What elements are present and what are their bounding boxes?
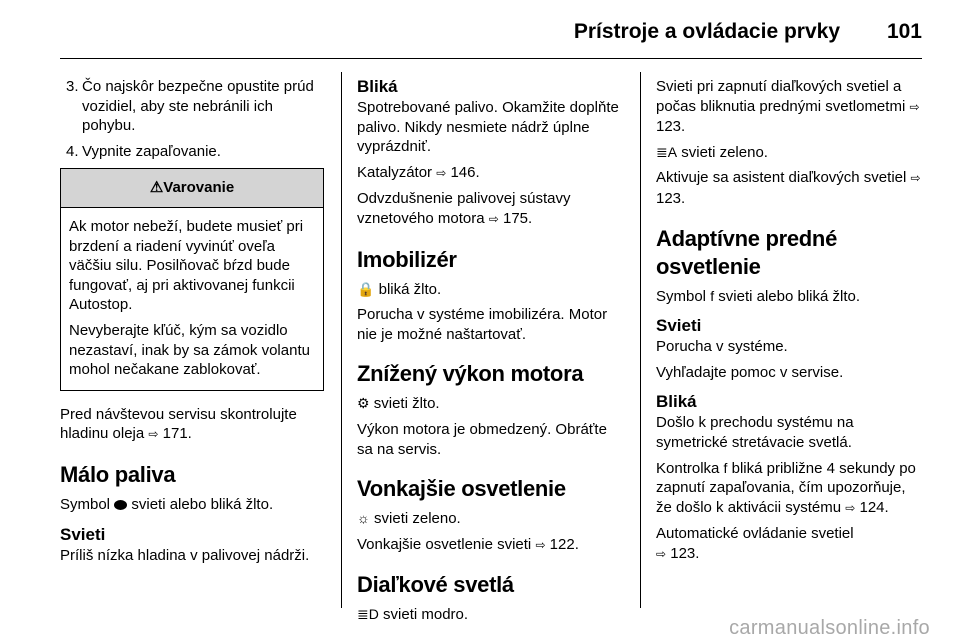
page-header xyxy=(0,10,960,52)
paragraph: Došlo k prechodu systému na symetrické stretávacie svetlá. xyxy=(656,414,854,451)
paragraph: Symbol svieti alebo bliká žlto. xyxy=(60,495,274,513)
exterior-light-icon: ☼ xyxy=(357,510,370,527)
page-reference[interactable]: 122. xyxy=(549,535,579,553)
paragraph: ≣D svieti modro. xyxy=(357,606,469,624)
warning-body xyxy=(61,208,323,390)
paragraph: Katalyzátor ⇨ 146. xyxy=(357,163,480,181)
column-divider xyxy=(341,72,342,608)
subheading: Bliká xyxy=(357,77,398,96)
reference-arrow-icon: ⇨ xyxy=(148,427,159,442)
paragraph: Vonkajšie osvetlenie svieti ⇨ 122. xyxy=(357,535,579,553)
column-divider xyxy=(640,72,641,608)
reference-arrow-icon: ⇨ xyxy=(436,165,447,180)
warning-text: Ak motor nebeží, budete musieť pri brzdení a riadení vyvinúť oveľa väčšiu silu. Posilňovač bŕzd bude fungovať, aj pri aktivovanej funkcii Autostop. xyxy=(69,217,304,314)
paragraph: Aktivuje sa asistent diaľkových svetiel ⇨ 123. xyxy=(656,169,921,207)
warning-header xyxy=(61,169,323,208)
subheading: Svieti xyxy=(60,524,106,544)
reference-arrow-icon: ⇨ xyxy=(488,211,499,226)
list-item: 4. Vypnite zapaľovanie. xyxy=(66,142,221,160)
paragraph: Kontrolka f bliká približne 4 sekundy po zapnutí zapaľovania, čím upozorňuje, že došlo k aktivácii systému ⇨ 124. xyxy=(656,459,916,516)
page-reference[interactable]: 171. xyxy=(162,425,192,443)
paragraph: Porucha v systéme. xyxy=(656,338,788,356)
immobilizer-lock-icon: 🔒 xyxy=(357,280,375,297)
paragraph: Odvzdušnenie palivovej sústavy vznetového motora ⇨ 175. xyxy=(357,190,571,227)
paragraph: ☼ svieti zeleno. xyxy=(357,510,461,528)
page-reference[interactable]: 175. xyxy=(502,209,533,227)
header-rule xyxy=(60,58,922,59)
column-3 xyxy=(656,77,922,571)
page-reference[interactable]: 146. xyxy=(450,163,480,181)
section-heading: Málo paliva xyxy=(60,461,176,487)
page-reference[interactable]: 123. xyxy=(656,189,686,207)
reference-arrow-icon: ⇨ xyxy=(656,546,667,561)
section-heading: Znížený výkon motora xyxy=(357,361,584,387)
watermark: carmanualsonline.info xyxy=(729,617,930,639)
section-heading: Vonkajšie osvetlenie xyxy=(357,476,566,502)
paragraph: Výkon motora je obmedzený. Obráťte sa na servis. xyxy=(357,420,607,458)
adaptive-light-icon: f xyxy=(710,287,715,304)
high-beam-assist-icon: ≣A xyxy=(656,143,678,160)
column-2 xyxy=(357,77,625,631)
page-reference[interactable]: 123. xyxy=(656,118,686,136)
adaptive-light-icon: f xyxy=(723,459,728,476)
page-reference[interactable]: 123. xyxy=(670,544,700,562)
reference-arrow-icon: ⇨ xyxy=(909,99,920,114)
column-1 xyxy=(60,77,324,571)
page-number: 101 xyxy=(886,20,922,43)
page-title: Prístroje a ovládacie prvky xyxy=(573,20,840,43)
subheading: Bliká xyxy=(656,392,697,412)
paragraph: Porucha v systéme imobilizéra. Motor nie je možné naštartovať. xyxy=(357,306,608,343)
subheading: Svieti xyxy=(656,316,702,336)
reference-arrow-icon: ⇨ xyxy=(535,537,546,552)
high-beam-icon: ≣D xyxy=(357,606,379,623)
list-item: 3. Čo najskôr bezpečne opustite prúd vozidiel, aby ste nebránili ich pohybu. xyxy=(66,78,314,135)
paragraph: Automatické ovládanie svetiel ⇨ 123. xyxy=(656,525,854,562)
fuel-indicator-icon xyxy=(114,500,127,510)
warning-icon: ⚠ xyxy=(149,179,164,197)
paragraph: Pred návštevou servisu skontrolujte hladinu oleja ⇨ 171. xyxy=(60,405,297,443)
reference-arrow-icon: ⇨ xyxy=(910,171,921,186)
engine-power-icon: ⚙ xyxy=(357,395,370,412)
reference-arrow-icon: ⇨ xyxy=(845,500,856,515)
paragraph: ⚙ svieti žlto. xyxy=(357,395,440,413)
warning-text: Nevyberajte kľúč, kým sa vozidlo nezastaví, inak by sa zámok volantu mohol nečakane zablokovať. xyxy=(69,321,310,379)
warning-title: Varovanie xyxy=(163,179,235,197)
paragraph: Svieti pri zapnutí diaľkových svetiel a počas bliknutia prednými svetlometmi ⇨ 123. xyxy=(656,78,920,136)
paragraph: 🔒 bliká žlto. xyxy=(357,280,442,298)
paragraph: Symbol f svieti alebo bliká žlto. xyxy=(656,287,861,305)
section-heading: Adaptívne predné osvetlenie xyxy=(656,225,838,279)
section-heading: Imobilizér xyxy=(357,246,457,272)
page-reference[interactable]: 124. xyxy=(859,498,889,516)
warning-box xyxy=(60,168,324,390)
paragraph: ≣A svieti zeleno. xyxy=(656,143,768,161)
section-heading: Diaľkové svetlá xyxy=(357,572,514,598)
paragraph: Príliš nízka hladina v palivovej nádrži. xyxy=(60,546,310,564)
paragraph: Vyhľadajte pomoc v servise. xyxy=(656,363,844,381)
paragraph: Spotrebované palivo. Okamžite doplňte palivo. Nikdy nesmiete nádrž úplne vyprázdniť. xyxy=(357,99,619,156)
